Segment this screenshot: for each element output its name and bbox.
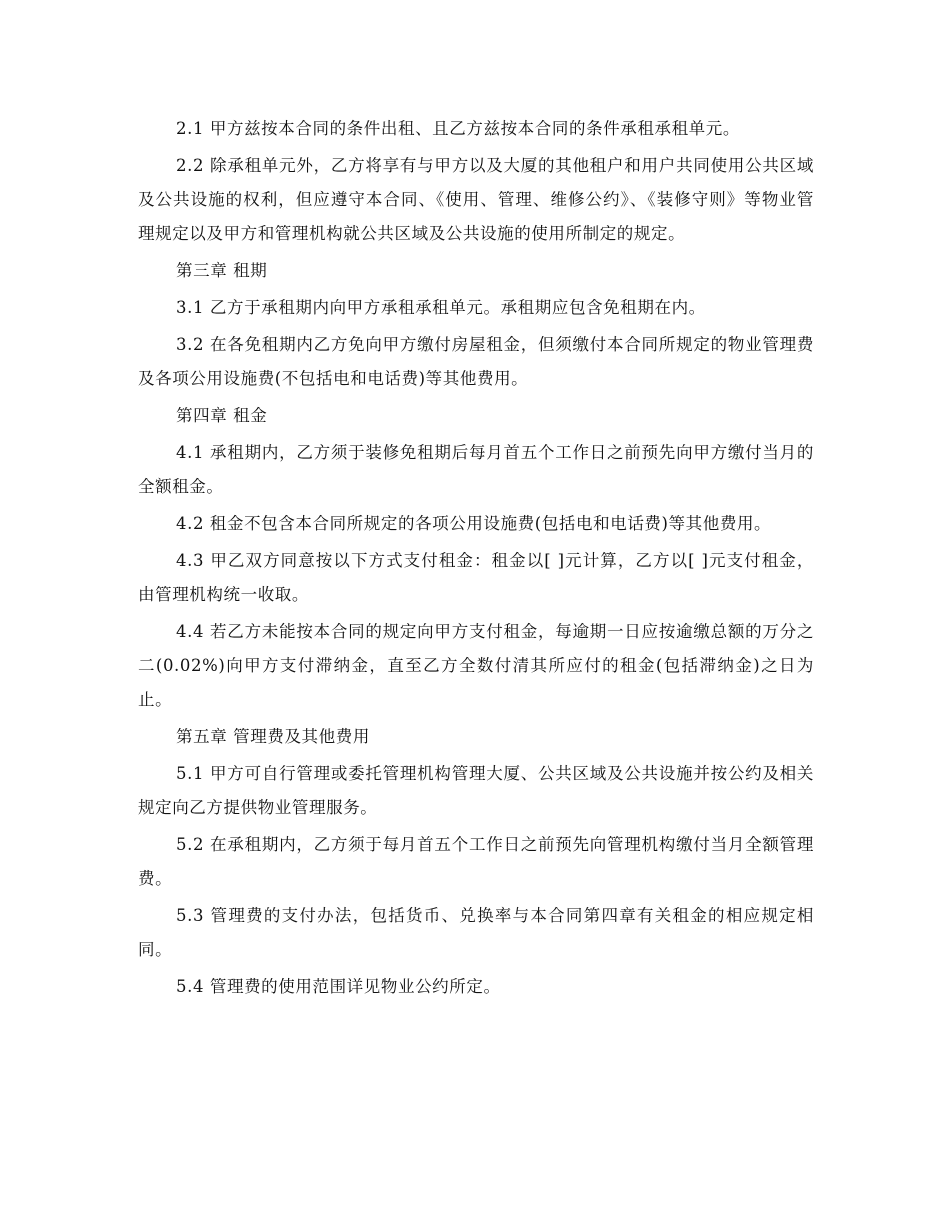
clause-2-1: 2.1 甲方兹按本合同的条件出租、且乙方兹按本合同的条件承租承租单元。 — [176, 119, 740, 138]
clause-5-1: 5.1 甲方可自行管理或委托管理机构管理大厦、公共区域及公共设施并按公约及相关规定向乙方提供物业管理服务。 — [138, 764, 814, 817]
clause-4-1: 4.1 承租期内，乙方须于装修免租期后每月首五个工作日之前预先向甲方缴付当月的全额租金。 — [138, 443, 814, 496]
clause-5-2: 5.2 在承租期内，乙方须于每月首五个工作日之前预先向管理机构缴付当月全额管理费。 — [138, 835, 814, 888]
clause-4-4: 4.4 若乙方未能按本合同的规定向甲方支付租金，每逾期一日应按逾缴总额的万分之二(0.02%)向甲方支付滞纳金，直至乙方全数付清其所应付的租金(包括滞纳金)之日为止。 — [138, 622, 814, 709]
clause-2-2: 2.2 除承租单元外，乙方将享有与甲方以及大厦的其他租户和用户共同使用公共区域及公共设施的权利，但应遵守本合同、《使用、管理、维修公约》、《装修守则》等物业管理规定以及甲方和管理机构就公共区域及公共设施的使用所制定的规定。 — [138, 156, 814, 243]
chapter-4-heading: 第四章 租金 — [176, 406, 268, 425]
chapter-3-heading: 第三章 租期 — [176, 261, 268, 280]
clause-5-4: 5.4 管理费的使用范围详见物业公约所定。 — [176, 977, 501, 996]
document-body — [138, 112, 814, 1007]
clause-3-2: 3.2 在各免租期内乙方免向甲方缴付房屋租金，但须缴付本合同所规定的物业管理费及各项公用设施费(不包括电和电话费)等其他费用。 — [138, 335, 814, 388]
chapter-5-heading: 第五章 管理费及其他费用 — [176, 727, 370, 746]
clause-4-3: 4.3 甲乙双方同意按以下方式支付租金：租金以[ ]元计算，乙方以[ ]元支付租金，由管理机构统一收取。 — [138, 551, 814, 604]
clause-5-3: 5.3 管理费的支付办法，包括货币、兑换率与本合同第四章有关租金的相应规定相同。 — [138, 906, 814, 959]
clause-3-1: 3.1 乙方于承租期内向甲方承租承租单元。承租期应包含免租期在内。 — [176, 298, 706, 317]
clause-4-2: 4.2 租金不包含本合同所规定的各项公用设施费(包括电和电话费)等其他费用。 — [176, 514, 772, 533]
